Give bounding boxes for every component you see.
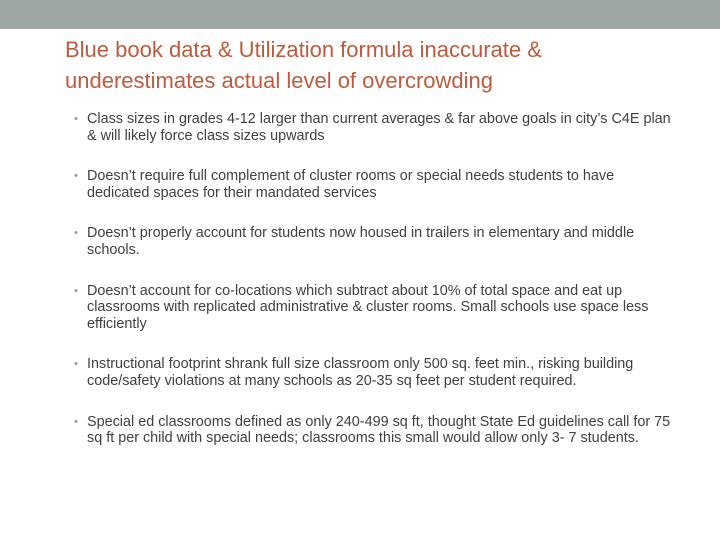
bullet-dot-icon: •: [74, 227, 78, 240]
bullet-item: [74, 356, 680, 389]
bullet-dot-icon: •: [74, 170, 78, 183]
bullet-text: Class sizes in grades 4-12 larger than current averages & far above goals in city’s C4E plan & will likely force class sizes upwards: [87, 111, 671, 144]
bullet-text: Instructional footprint shrank full size classroom only 500 sq. feet min., risking building code/safety violations at many schools as 20-35 sq feet per student required.: [87, 356, 634, 389]
bullet-list: [74, 111, 680, 447]
bullet-text: Doesn’t properly account for students now housed in trailers in elementary and middle schools.: [87, 225, 635, 258]
bullet-dot-icon: •: [74, 284, 78, 297]
bullet-item: [74, 225, 680, 258]
bullet-item: [74, 111, 680, 144]
bullet-text: Special ed classrooms defined as only 240-499 sq ft, thought State Ed guidelines call for 75 sq ft per child with special needs; classrooms this small would allow only 3- 7 students.: [87, 413, 671, 447]
bullet-text: Doesn’t require full complement of cluster rooms or special needs students to have dedicated spaces for their mandated services: [87, 168, 615, 201]
bullet-text: Doesn’t account for co-locations which subtract about 10% of total space and eat up classrooms with replicated administrative & cluster rooms. Small schools use space less efficiently: [87, 282, 649, 332]
bullet-item: [74, 283, 680, 333]
bullet-dot-icon: •: [74, 415, 78, 428]
slide-title: Blue book data & Utilization formula inaccurate & underestimates actual level of overcrowding: [65, 37, 542, 93]
header-band: [0, 0, 720, 29]
bullet-dot-icon: •: [74, 358, 78, 371]
bullet-dot-icon: •: [74, 113, 78, 125]
bullet-item: [74, 414, 680, 447]
bullet-item: [74, 168, 680, 201]
